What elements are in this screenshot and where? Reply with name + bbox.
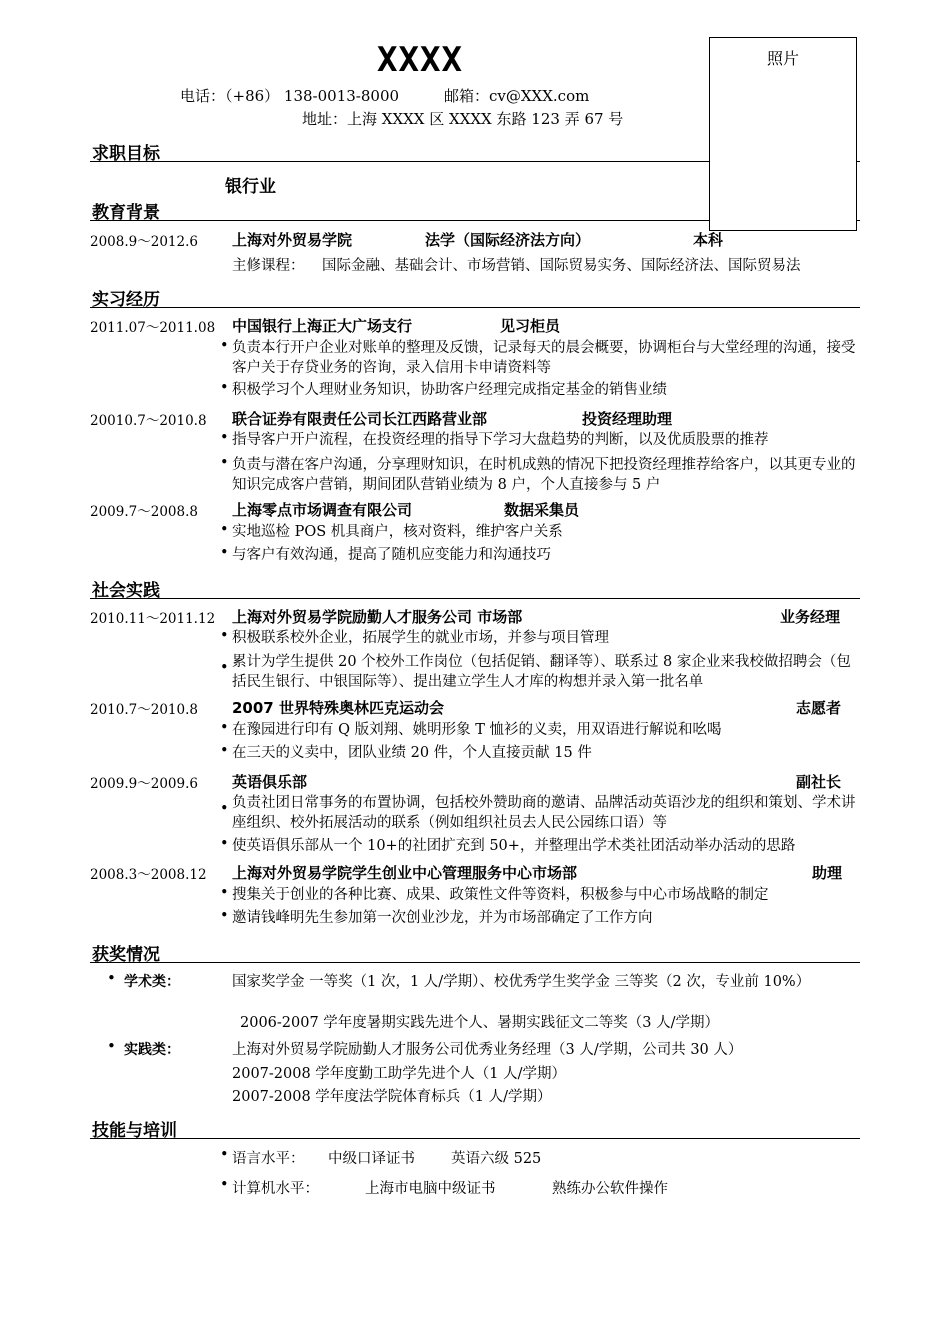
award-item: 2006-2007 学年度暑期实践先进个人、暑期实践征文二等奖（3 人/学期） — [240, 1015, 720, 1031]
bullet-dot: • — [220, 801, 229, 817]
bullet-dot: • — [220, 743, 229, 759]
entry-role: 助理 — [812, 864, 843, 882]
bullet-text: 积极联系校外企业，拓展学生的就业市场，并参与项目管理 — [232, 630, 609, 646]
bullet-text: 累计为学生提供 20 个校外工作岗位（包括促销、翻译等）、联系过 8 家企业来我校做招聘会（包括民生银行、中银国际等）、提出建立学生人才库的构想并录入第一批名单 — [232, 654, 851, 690]
award-item: 上海对外贸易学院励勤人才服务公司优秀业务经理（3 人/学期，公司共 30 人） — [232, 1042, 743, 1058]
entry-date: 2010.11～2011.12 — [90, 611, 216, 627]
phone: 电话：（+86） 138-0013-8000 — [180, 87, 400, 105]
entry-role: 志愿者 — [796, 699, 842, 717]
bullet-dot: • — [220, 545, 229, 561]
awards-practice-label: 实践类： — [124, 1042, 180, 1058]
bullet-text: 邀请钱峰明先生参加第一次创业沙龙，并为市场部确定了工作方向 — [232, 910, 653, 926]
entry-org: 上海对外贸易学院励勤人才服务公司 市场部 — [232, 608, 523, 626]
bullet-dot: • — [220, 338, 229, 354]
entry-date: 20010.7～2010.8 — [90, 413, 207, 429]
skill-item: 英语六级 525 — [451, 1151, 542, 1167]
section-title-objective: 求职目标 — [92, 144, 160, 164]
bullet-dot: • — [220, 522, 229, 538]
bullet-dot: • — [220, 885, 229, 901]
section-rule — [90, 1138, 860, 1139]
bullet-dot: • — [220, 660, 229, 676]
bullet-text: 负责社团日常事务的布置协调，包括校外赞助商的邀请、品牌活动英语沙龙的组织和策划、学术讲座组织、校外拓展活动的联系（例如组织社员去人民公园练口语）等 — [232, 795, 856, 831]
entry-org: 联合证券有限责任公司长江西路营业部 — [232, 410, 488, 428]
entry-role: 投资经理助理 — [582, 410, 673, 428]
bullet-text: 搜集关于创业的各种比赛、成果、政策性文件等资料，积极参与中心市场战略的制定 — [232, 887, 769, 903]
education-degree: 本科 — [693, 231, 724, 249]
entry-role: 数据采集员 — [504, 501, 580, 519]
bullet-text: 在三天的义卖中，团队业绩 20 件，个人直接贡献 15 件 — [232, 745, 592, 761]
skill-item: 熟练办公软件操作 — [552, 1181, 668, 1197]
section-rule — [90, 962, 860, 963]
entry-role: 见习柜员 — [500, 317, 561, 335]
objective-value: 银行业 — [225, 177, 276, 197]
skill-language-label: 语言水平： — [232, 1151, 305, 1167]
section-title-social: 社会实践 — [92, 581, 160, 601]
entry-role: 业务经理 — [780, 608, 841, 626]
section-rule — [90, 598, 860, 599]
awards-academic-label: 学术类： — [124, 974, 180, 990]
resume-name: XXXX — [377, 40, 463, 80]
bullet-text: 实地巡检 POS 机具商户，核对资料，维护客户关系 — [232, 524, 563, 540]
bullet-text: 在豫园进行印有 Q 版刘翔、姚明形象 T 恤衫的义卖，用双语进行解说和吆喝 — [232, 722, 722, 738]
entry-date: 2008.3～2008.12 — [90, 867, 207, 883]
bullet-text: 与客户有效沟通，提高了随机应变能力和沟通技巧 — [232, 547, 551, 563]
skill-item: 上海市电脑中级证书 — [365, 1181, 496, 1197]
entry-date: 2009.7～2008.8 — [90, 504, 198, 520]
bullet-text: 负责与潜在客户沟通，分享理财知识，在时机成熟的情况下把投资经理推荐给客户，以其更专业的知识完成客户营销，期间团队营销业绩为 8 户，个人直接参与 5 户 — [232, 457, 856, 493]
section-title-awards: 获奖情况 — [92, 945, 160, 965]
skill-item: 中级口译证书 — [328, 1151, 415, 1167]
section-title-education: 教育背景 — [92, 203, 160, 223]
education-major: 法学（国际经济法方向） — [425, 231, 591, 249]
education-school: 上海对外贸易学院 — [232, 231, 353, 249]
photo-label: 照片 — [766, 49, 799, 68]
award-item: 2007-2008 学年度法学院体育标兵（1 人/学期） — [232, 1089, 552, 1105]
bullet-dot: • — [220, 455, 229, 471]
bullet-text: 指导客户开户流程，在投资经理的指导下学习大盘趋势的判断，以及优质股票的推荐 — [232, 432, 769, 448]
award-item: 国家奖学金 一等奖（1 次，1 人/学期）、校优秀学生奖学金 三等奖（2 次，专业前 10%） — [232, 974, 811, 990]
courses-list: 国际金融、基础会计、市场营销、国际贸易实务、国际经济法、国际贸易法 — [322, 258, 801, 274]
section-rule — [90, 307, 860, 308]
courses-label: 主修课程： — [232, 258, 305, 274]
entry-org: 上海对外贸易学院学生创业中心管理服务中心市场部 — [232, 864, 578, 882]
bullet-dot: • — [220, 628, 229, 644]
entry-org: 上海零点市场调查有限公司 — [232, 501, 413, 519]
photo-placeholder — [709, 37, 857, 231]
address: 地址：上海 XXXX 区 XXXX 东路 123 弄 67 号 — [302, 110, 624, 128]
entry-date: 2009.9～2009.6 — [90, 776, 198, 792]
bullet-text: 负责本行开户企业对账单的整理及反馈，记录每天的晨会概要，协调柜台与大堂经理的沟通，接受客户关于存贷业务的咨询，录入信用卡申请资料等 — [232, 340, 856, 376]
education-date: 2008.9～2012.6 — [90, 234, 198, 250]
section-title-internship: 实习经历 — [92, 290, 160, 310]
entry-date: 2010.7～2010.8 — [90, 702, 198, 718]
entry-org: 英语俱乐部 — [232, 773, 308, 791]
bullet-dot: • — [107, 969, 116, 987]
bullet-dot: • — [220, 1147, 229, 1163]
skill-computer-label: 计算机水平： — [232, 1181, 319, 1197]
bullet-dot: • — [220, 836, 229, 852]
entry-org: 2007 世界特殊奥林匹克运动会 — [232, 699, 444, 717]
award-item: 2007-2008 学年度勤工助学先进个人（1 人/学期） — [232, 1066, 567, 1082]
bullet-text: 积极学习个人理财业务知识，协助客户经理完成指定基金的销售业绩 — [232, 382, 667, 398]
bullet-text: 使英语俱乐部从一个 10+的社团扩充到 50+，并整理出学术类社团活动举办活动的思路 — [232, 838, 796, 854]
bullet-dot: • — [220, 430, 229, 446]
email: 邮箱：cv@XXX.com — [444, 87, 590, 105]
bullet-dot: • — [220, 380, 229, 396]
bullet-dot: • — [107, 1037, 116, 1055]
bullet-dot: • — [220, 1177, 229, 1193]
entry-date: 2011.07～2011.08 — [90, 320, 216, 336]
entry-role: 副社长 — [796, 773, 842, 791]
bullet-dot: • — [220, 720, 229, 736]
bullet-dot: • — [220, 908, 229, 924]
entry-org: 中国银行上海正大广场支行 — [232, 317, 413, 335]
section-title-skills: 技能与培训 — [92, 1121, 177, 1141]
